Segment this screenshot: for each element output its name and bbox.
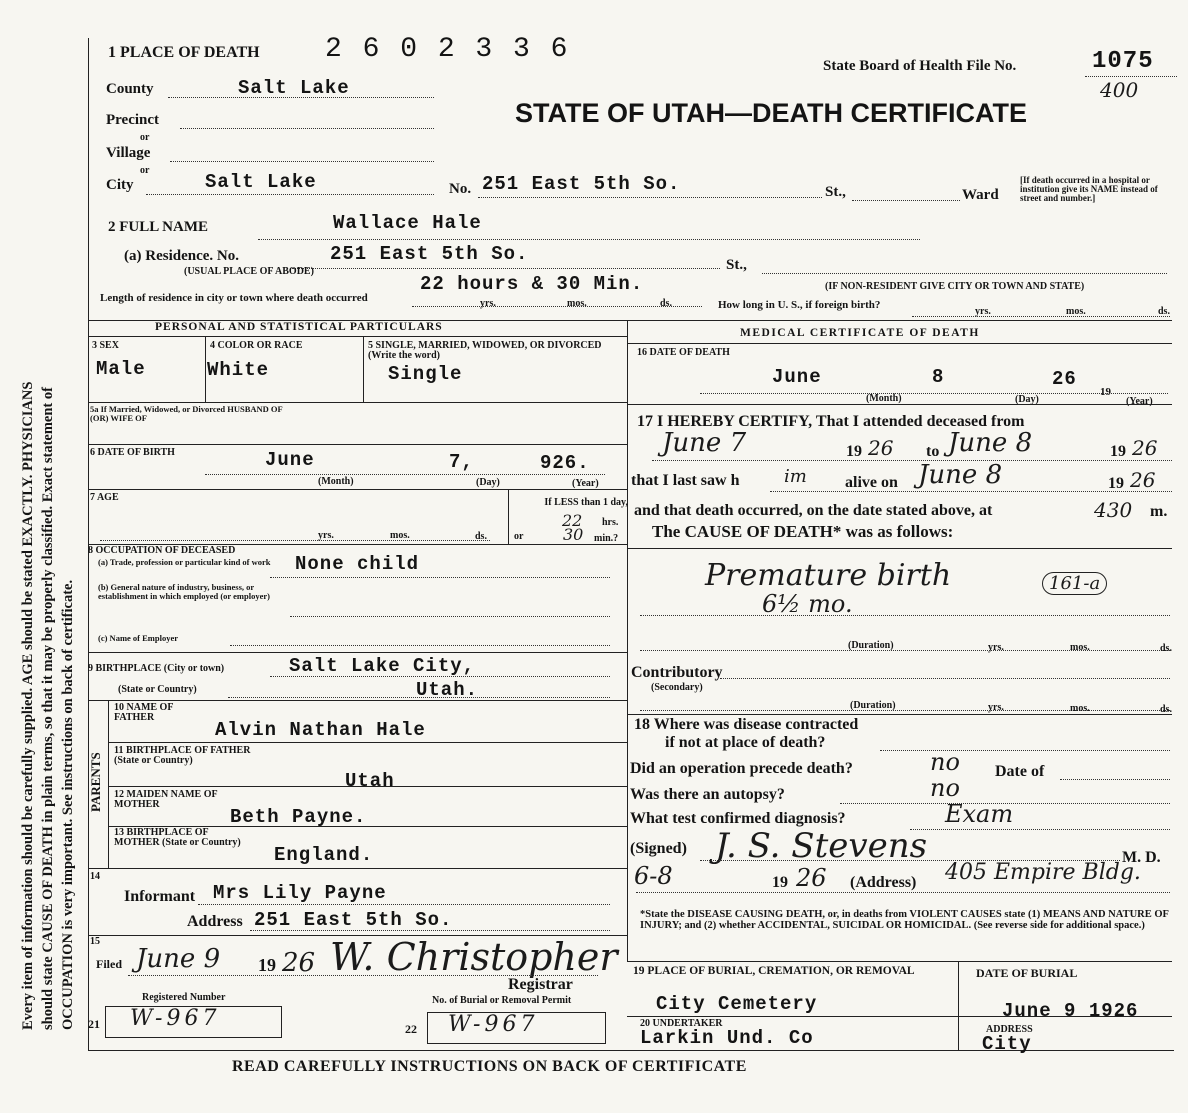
ward-label: Ward — [962, 187, 999, 203]
attended-to-year: 26 — [1132, 436, 1158, 460]
medical-heading: MEDICAL CERTIFICATE OF DEATH — [740, 327, 980, 339]
date-of-burial-value: June 9 1926 — [1002, 1000, 1139, 1022]
residence-label: (a) Residence. No. — [124, 248, 239, 264]
operation-value: no — [930, 748, 960, 776]
village-label: Village — [106, 145, 151, 161]
physician-address-value: 405 Empire Bldg. — [945, 860, 1141, 885]
residence-value: 251 East 5th So. — [330, 243, 529, 265]
cause-code-value: 161-a — [1042, 572, 1107, 595]
foreign-birth-label: How long in U. S., if foreign birth? — [718, 299, 881, 311]
dob-year: 926. — [540, 452, 590, 474]
full-name-value: Wallace Hale — [333, 212, 482, 234]
informant-value: Mrs Lily Payne — [213, 882, 387, 904]
city-label: City — [106, 177, 134, 193]
filed-date-value: June 9 — [136, 944, 221, 974]
column-divider — [627, 320, 628, 961]
birthplace-value: Salt Lake City, — [289, 655, 476, 677]
mother-name-value: Beth Payne. — [230, 806, 367, 828]
informant-address-value: 251 East 5th So. — [254, 909, 453, 931]
street-value: 251 East 5th So. — [482, 173, 681, 195]
filed-year-value: 26 — [282, 948, 316, 978]
death-day-value: 8 — [932, 366, 945, 388]
stamp-number: 2 6 0 2 3 3 6 — [325, 34, 570, 65]
undertaker-value: Larkin Und. Co — [640, 1027, 814, 1049]
birthplace-state-value: Utah. — [416, 679, 479, 701]
city-value: Salt Lake — [205, 171, 317, 193]
age-hours-value: 22 — [562, 511, 583, 530]
personal-heading: PERSONAL AND STATISTICAL PARTICULARS — [155, 321, 443, 333]
file-number: 1075 — [1092, 48, 1154, 75]
registrar-signature: W. Christopher — [330, 935, 618, 979]
last-saw-pronoun: im — [784, 466, 807, 487]
state-board-label: State Board of Health File No. — [823, 58, 1017, 74]
death-time-value: 430 — [1094, 498, 1133, 522]
color-value: White — [207, 359, 270, 381]
dob-day: 7, — [449, 451, 474, 473]
parents-side-label: PARENTS — [88, 752, 103, 812]
autopsy-value: no — [930, 774, 960, 802]
file-sub-number: 400 — [1100, 78, 1139, 102]
place-of-burial-value: City Cemetery — [656, 993, 818, 1015]
mother-birthplace-value: England. — [274, 844, 374, 866]
occupation-value: None child — [295, 553, 420, 575]
precinct-label: Precinct — [106, 112, 160, 128]
contributory-label: Contributory — [631, 664, 723, 681]
sex-value: Male — [96, 358, 146, 380]
county-value: Salt Lake — [238, 77, 350, 99]
marital-value: Single — [388, 363, 463, 385]
place-of-death-label: 1 PLACE OF DEATH — [108, 44, 260, 61]
length-residence-value: 22 hours & 30 Min. — [420, 273, 644, 295]
alive-on-year: 26 — [1130, 468, 1156, 492]
attended-from-year: 26 — [868, 436, 894, 460]
cause-of-death-value: Premature birth — [705, 558, 952, 593]
permit-number-value: W-967 — [448, 1012, 539, 1037]
father-name-value: Alvin Nathan Hale — [215, 719, 426, 741]
margin-instruction-line1: Every item of information should be carefully supplied. AGE should be stated EXACTLY. PHYSICIANS — [20, 381, 36, 1030]
ward-note: [If death occurred in a hospital or institution give its NAME instead of street and number.] — [1020, 175, 1158, 203]
alive-on-value: June 8 — [918, 460, 1003, 490]
footer-instructions: READ CAREFULLY INSTRUCTIONS ON BACK OF CERTIFICATE — [232, 1058, 747, 1075]
death-certificate: Every item of information should be carefully supplied. AGE should be stated EXACTLY. PHYSICIANS should state CAUSE OF DEATH in plain terms, so that it may be properly classified. Exact statement of OCCUPATION is very important. See instructions on back of certificate. 1 PLACE OF DEATH 2 6 0 2 3 3 6 State Board of Health File No. 1075 400 STATE OF UTAH—DEATH CERTIFICATE County Salt Lake Precinct or Village or City Salt Lake No. 251 East 5th So. St., Ward [If death occurred in a hospital or institution give its NAME instead of street and number.] 2 FULL NAME Wallace Hale (a) Residence. No. 251 East 5th So. St., (USUAL PLACE OF ABODE) (IF NON-RESIDENT GIVE CITY OR TOWN AND STATE) Length of residence in city or town where death occurred 22 hours & 30 Min. yrs. mos. ds. How long in U. S., if foreign birth? yrs. mos. ds. PERSONAL AND STATISTICAL PARTICULARS 3 SEX Male 4 COLOR OR RACE White 5 SINGLE, MARRIED, WIDOWED, OR DIVORCED (Write the word) Single 5a If Married, Widowed, or Divorced HUSBAND OF (OR) WIFE OF 6 DATE OF BIRTH June 7, 926. (Month) (Day) (Year) 7 AGE yrs. mos. ds. If LESS than 1 day, 22 hrs. or 30 min.? 8 OCCUPATION OF DECEASED (a) Trade, profession or particular kind of work None child (b) General nature of industry, business, or establishment in which employed (or employer) (c) Name of Employer 9 BIRTHPLACE (City or town) Salt Lake City, (State or Country) Utah. PARENTS 10 NAME OF FATHER Alvin Nathan Hale 11 BIRTHPLACE OF FATHER (State or Country) Utah 12 MAIDEN NAME OF MOTHER Beth Payne. 13 BIRTHPLACE OF MOTHER (State or Country) England. 14 Informant Mrs Lily Payne Address 251 East 5th So. 15 Filed June 9 19 26 W. Christopher Registrar Registered Number No. of Burial or Removal Permit 21 W-967 22 W-967 MEDICAL CERTIFICATE OF DEATH 16 DATE OF DEATH June 8 26 19 (Month) (Day) (Year) 17 I HEREBY CERTIFY, That I attended deceased from June 7 19 26 to June 8 19 26 that I last saw h im alive on June 8 19 26 and that death occurred, on the date stated above, at 430 m. The CAUSE OF DEATH* was as follows: Premature birth 161-a 6½ mo. (Duration) yrs. mos. ds. Contributory (Secondary) (Duration) yrs. mos. ds. 18 Where was disease contracted if not at place of death? Did an operation precede death? no Date of Was there an autopsy? no What test confirmed diagnosis? Exam (Signed) J. S. Stevens M. D. 6-8 19 26 (Address) 405 Empire Bldg. *State the DISEASE CAUSING DEATH, or, in deaths from VIOLENT CAUSES state (1) MEANS AND NATURE OF INJURY; and (2) whether ACCIDENTAL, SUICIDAL OR HOMICIDAL. (See reverse side for additional space.) 19 PLACE OF BURIAL, CREMATION, OR REMOVAL City Cemetery DATE OF BURIAL June 9 1926 20 UNDERTAKER Larkin Und. Co ADDRESS City READ CAREFULLY INSTRUCTIONS ON BACK OF CERTIFICATE — [0, 0, 1188, 1113]
registered-number-value: W-967 — [130, 1006, 221, 1031]
full-name-label: 2 FULL NAME — [108, 219, 209, 235]
margin-instruction-line3: OCCUPATION is very important. See instructions on back of certificate. — [60, 579, 76, 1030]
signed-year-value: 26 — [796, 864, 827, 892]
length-residence-label: Length of residence in city or town where death occurred — [100, 292, 368, 304]
death-month-value: June — [772, 366, 822, 388]
cause-footnote: *State the DISEASE CAUSING DEATH, or, in deaths from VIOLENT CAUSES state (1) MEANS AND NATURE OF INJURY; and (2) whether ACCIDENTAL, SUICIDAL OR HOMICIDAL. (See reverse side for additional space.) — [640, 909, 1169, 931]
occupation-label: 8 OCCUPATION OF DECEASED — [88, 545, 236, 556]
signed-date-value: 6-8 — [634, 862, 673, 890]
physician-signature: J. S. Stevens — [715, 826, 928, 866]
attended-from-value: June 7 — [662, 428, 747, 458]
county-label: County — [106, 81, 154, 97]
death-year-value: 26 — [1052, 368, 1077, 390]
age-minutes-value: 30 — [563, 525, 584, 544]
abode-caption: (USUAL PLACE OF ABODE) — [184, 266, 314, 277]
non-resident-note: (IF NON-RESIDENT GIVE CITY OR TOWN AND STATE) — [825, 281, 1085, 292]
margin-instruction-line2: should state CAUSE OF DEATH in plain terms, so that it may be properly classified. Exact statement of — [40, 387, 56, 1030]
test-value: Exam — [945, 800, 1014, 828]
undertaker-address-value: City — [982, 1033, 1032, 1055]
certificate-title: STATE OF UTAH—DEATH CERTIFICATE — [515, 98, 1027, 128]
father-birthplace-value: Utah — [345, 770, 395, 792]
dob-month: June — [265, 449, 315, 471]
cause-duration-value: 6½ mo. — [762, 590, 853, 618]
cause-of-death-label: The CAUSE OF DEATH* was as follows: — [652, 522, 954, 541]
attended-to-value: June 8 — [948, 428, 1033, 458]
